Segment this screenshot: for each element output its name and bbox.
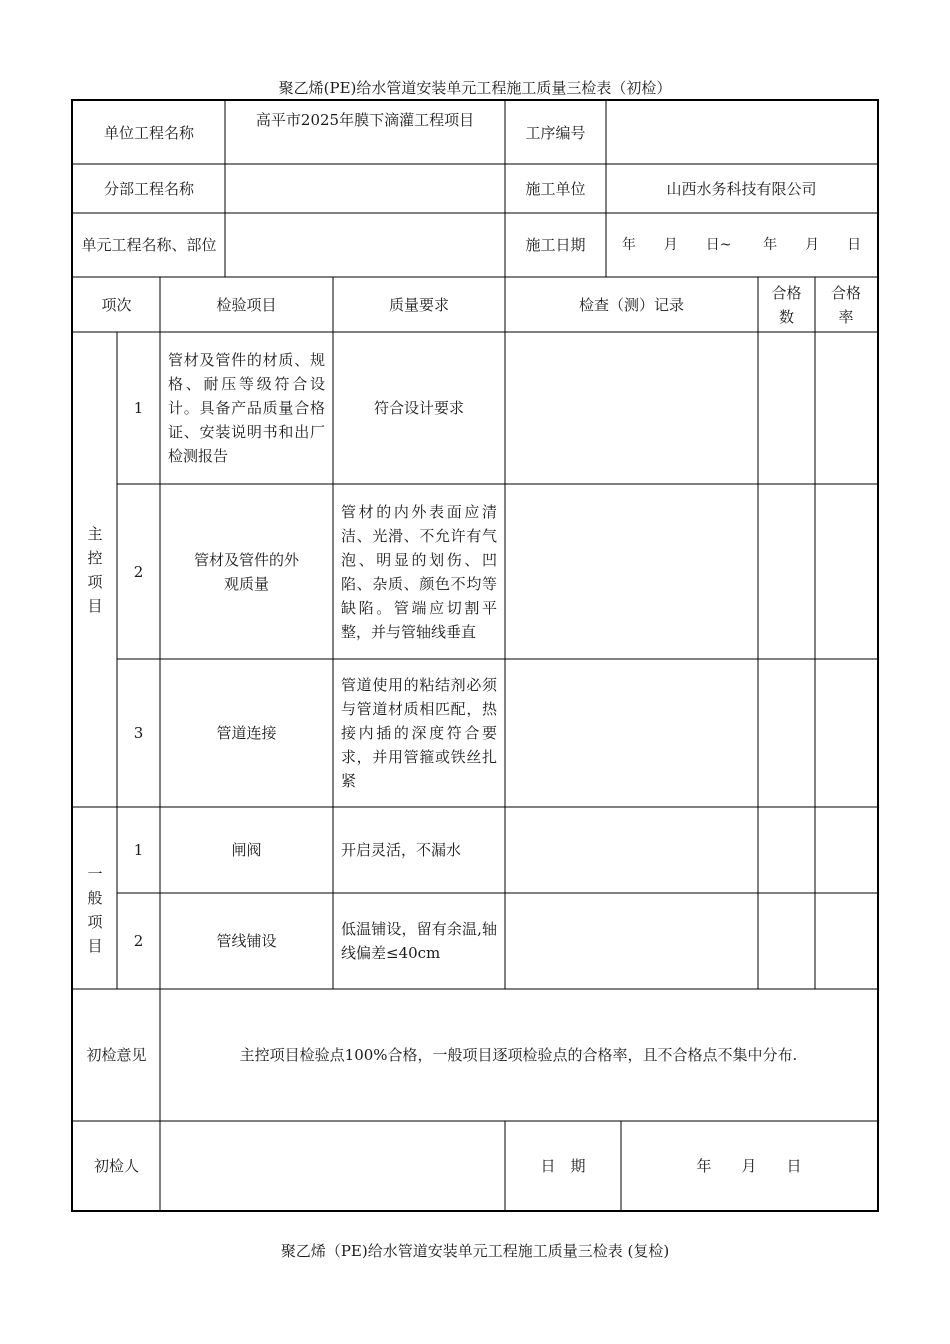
general-row-1-record[interactable] [505, 807, 758, 893]
construction-date [606, 213, 877, 277]
inspector-date-label: 日 期 [540, 1157, 586, 1175]
unit-project-label: 单位工程名称 [103, 123, 194, 142]
col-pass-count: 合格数 [771, 283, 802, 326]
general-row-1-req: 开启灵活，不漏水 [341, 841, 462, 859]
element-label: 单元工程名称、部位 [81, 236, 217, 254]
main-row-3-no: 3 [133, 724, 144, 742]
main-row-2-req: 管材的内外表面应清洁、光滑、不允许有气泡、明显的划伤、凹陷、杂质、颜色不均等缺陷。管端应切割平整，并与管轴线垂直 [341, 502, 497, 641]
general-group-label: 一般项目 [87, 864, 103, 955]
general-row-2-count[interactable] [758, 893, 815, 989]
inspector-value[interactable] [160, 1121, 505, 1211]
date-end: 年 月 日 [763, 237, 862, 253]
col-record: 检查（测）记录 [578, 295, 684, 314]
main-row-1-count[interactable] [758, 332, 815, 484]
main-row-2-rate[interactable] [815, 484, 877, 659]
main-row-1-rate[interactable] [815, 332, 877, 484]
main-row-2-count[interactable] [758, 484, 815, 659]
main-row-1-no: 1 [133, 399, 144, 417]
inspector-date-value[interactable]: 年 月 日 [696, 1157, 802, 1175]
col-inspection-item: 检验项目 [216, 295, 277, 314]
general-row-2-req: 低温铺设，留有余温,轴线偏差≤40cm [341, 920, 497, 962]
main-row-2-item: 管材及管件的外观质量 [193, 550, 299, 593]
element-value [225, 213, 505, 277]
opinion-label: 初检意见 [86, 1046, 147, 1064]
process-no-value [606, 101, 877, 164]
sub-project-value [225, 164, 505, 213]
general-row-2-record[interactable] [505, 893, 758, 989]
date-start: 年 月 日~ [621, 237, 732, 253]
contractor-value: 山西水务科技有限公司 [666, 179, 817, 198]
main-row-1-req: 符合设计要求 [373, 399, 464, 417]
contractor-label: 施工单位 [525, 179, 586, 198]
main-row-3-record[interactable] [505, 659, 758, 807]
general-row-2-rate[interactable] [815, 893, 877, 989]
general-row-1-no: 1 [133, 841, 144, 859]
main-row-3-req: 管道使用的粘结剂必须与管道材质相匹配，热接内插的深度符合要求，并用管箍或铁丝扎紧 [341, 676, 497, 790]
general-row-2-item: 管线铺设 [216, 932, 277, 950]
main-group-label: 主控项目 [87, 524, 103, 615]
sub-project-label: 分部工程名称 [103, 179, 194, 198]
general-row-2-no: 2 [133, 932, 144, 950]
col-pass-rate: 合格率 [830, 283, 861, 326]
main-row-1-record[interactable] [505, 332, 758, 484]
general-row-1-rate[interactable] [815, 807, 877, 893]
opinion-text: 主控项目检验点100%合格，一般项目逐项检验点的合格率，且不合格点不集中分布. [239, 1046, 798, 1064]
main-row-3-item: 管道连接 [216, 724, 277, 742]
form-title: 聚乙烯(PE)给水管道安装单元工程施工质量三检表（初检） [278, 79, 672, 97]
main-row-3-rate[interactable] [815, 659, 877, 807]
main-row-3-count[interactable] [758, 659, 815, 807]
date-label: 施工日期 [525, 236, 586, 254]
main-row-2-no: 2 [133, 562, 144, 581]
form-title-recheck: 聚乙烯（PE)给水管道安装单元工程施工质量三检表 (复检) [280, 1242, 670, 1260]
process-no-label: 工序编号 [525, 123, 586, 142]
main-row-2-record[interactable] [505, 484, 758, 659]
main-row-1-item: 管材及管件的材质、规格、耐压等级符合设计。具备产品质量合格证、安装说明书和出厂检测报告 [168, 351, 325, 465]
general-row-1-item: 闸阀 [231, 841, 262, 859]
col-item-no: 项次 [101, 295, 132, 314]
inspector-label: 初检人 [93, 1157, 139, 1175]
general-row-1-count[interactable] [758, 807, 815, 893]
col-quality-req: 质量要求 [388, 295, 449, 314]
unit-project-value: 高平市2025年膜下滴灌工程项目 [255, 111, 475, 129]
